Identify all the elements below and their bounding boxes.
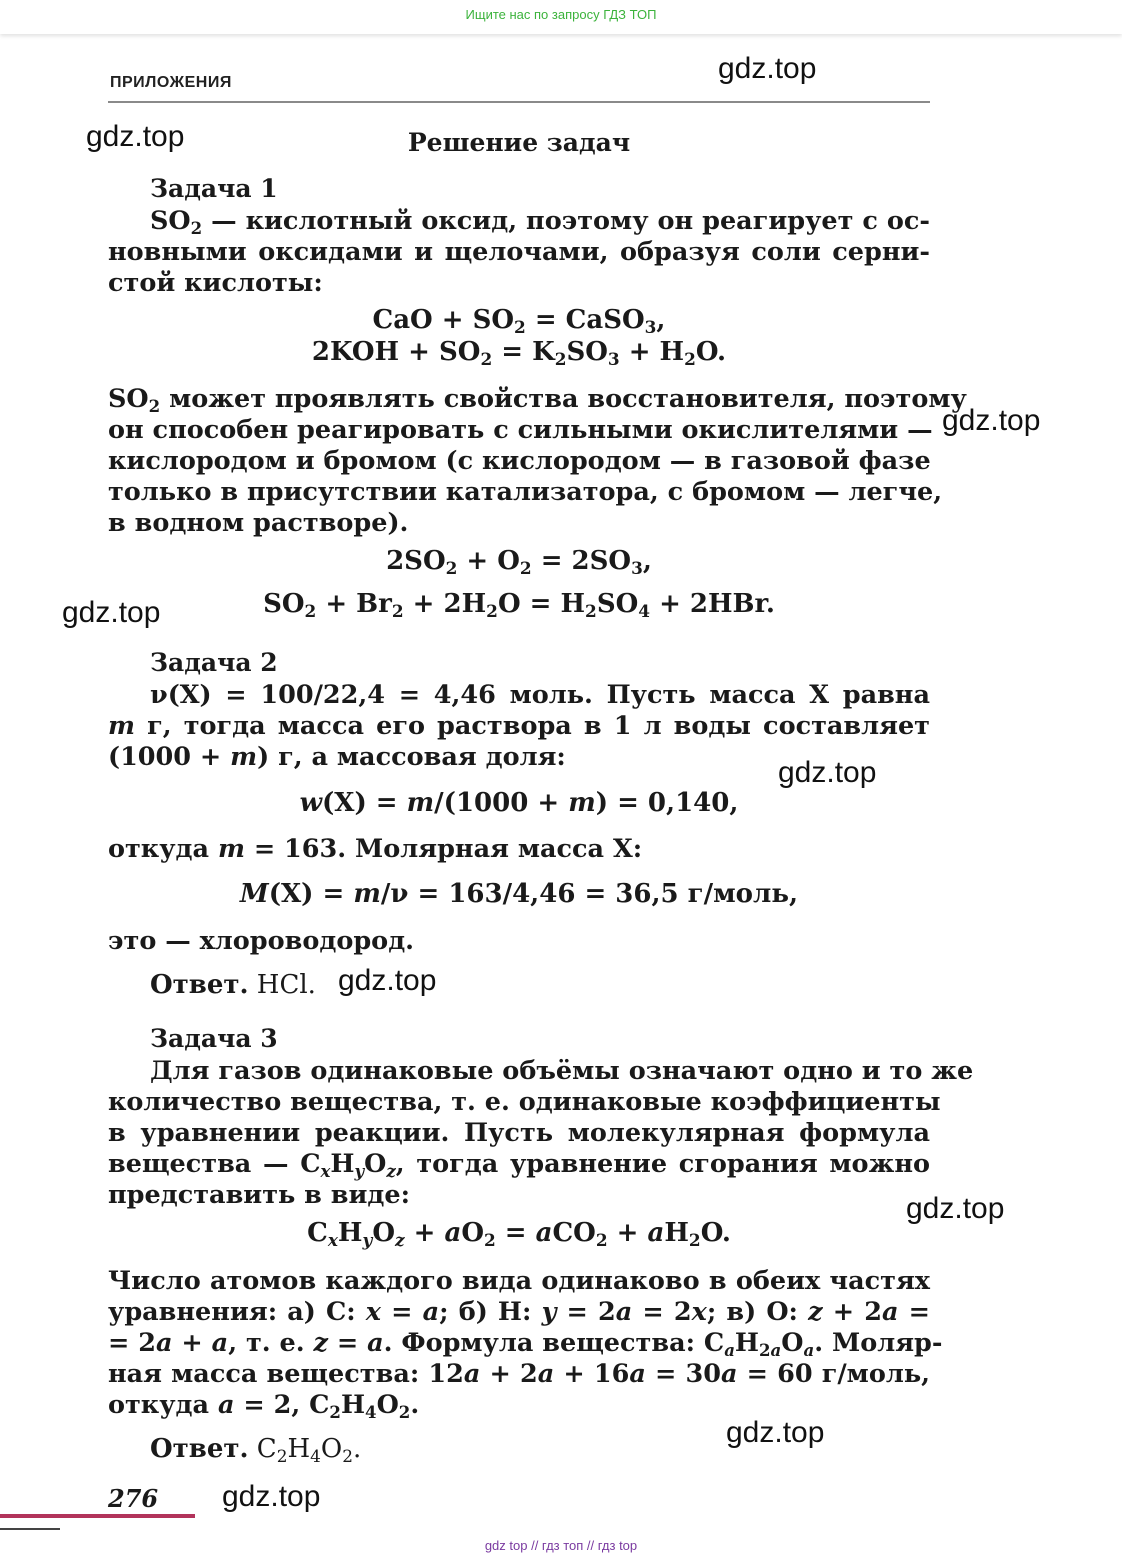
- equation: $2SO_2 + O_2 = 2SO_3$,: [386, 546, 652, 579]
- watermark: gdz.top: [906, 1192, 1005, 1225]
- task-3-answer: Ответ. $C_2H_4O_2$.: [150, 1434, 362, 1467]
- header-divider: [108, 101, 930, 103]
- task-3-paragraph-1: Для газов одинаковые объёмы означают одно и то же количество вещества, т. е. одинаковые коэффициенты в уравнении реакции. Пусть молекулярная формула вещества — $C_xH_yO_z$, тогда уравнение сгорания можно представить в виде:: [108, 1056, 974, 1210]
- task-3-heading: Задача 3: [150, 1024, 278, 1053]
- top-banner: [0, 0, 1122, 34]
- watermark: gdz.top: [338, 964, 437, 997]
- equation: M(X) = m/ν = 163/4,46 = 36,5 г/моль,: [239, 879, 799, 909]
- footer-links[interactable]: gdz top // гдз топ // гдз top: [484, 1538, 638, 1553]
- task-3-paragraph-2: Число атомов каждого вида одинаково в обеих частях уравнения: а) C: x = a; б) H: y = 2a = 2x; в) O: z + 2a = = 2a + a, т. е. z = a. Формула вещества: $C_aH_{2a}O_a$. Моляр- ная масса вещества: 12a + 2a + 16a = 30a = 60 г/моль, откуда a = 2, $C_2H_4O_2$.: [108, 1266, 943, 1422]
- task-1-paragraph-1: $SO_2$ — кислотный оксид, поэтому он реагирует с ос- новными оксидами и щелочами, образуя соли серни- стой кислоты:: [108, 206, 930, 298]
- equation: $2KOH + SO_2 = K_2SO_3 + H_2O$.: [311, 337, 727, 370]
- task-2-paragraph-1: ν(X) = 100/22,4 = 4,46 моль. Пусть масса X равна m г, тогда масса его раствора в 1 л воды составляет (1000 + m) г, а массовая доля:: [108, 680, 930, 772]
- task-2-paragraph-2: откуда m = 163. Молярная масса X:: [108, 834, 643, 864]
- equation: CaO + $SO_2$ = CaSO$_3$,: [372, 305, 666, 338]
- watermark: gdz.top: [778, 756, 877, 789]
- accent-line: [0, 1514, 195, 1518]
- equation: w(X) = m/(1000 + m) = 0,140,: [299, 788, 739, 818]
- watermark: gdz.top: [222, 1480, 321, 1513]
- equation: $C_xH_yO_z + aO_2 = aCO_2 + aH_2O$.: [307, 1218, 731, 1251]
- section-header: ПРИЛОЖЕНИЯ: [110, 74, 232, 91]
- watermark: gdz.top: [726, 1416, 825, 1449]
- watermark: gdz.top: [86, 120, 185, 153]
- page-number: 276: [108, 1484, 159, 1513]
- watermark: gdz.top: [62, 596, 161, 629]
- task-2-heading: Задача 2: [150, 648, 278, 677]
- task-2-paragraph-3: это — хлороводород.: [108, 926, 415, 956]
- task-1-paragraph-2: $SO_2$ может проявлять свойства восстановителя, поэтому он способен реагировать с сильными окислителями — кислородом и бромом (с кислородом — в газовой фазе только в присутствии катализатора, с бромом — легче, в водном растворе).: [108, 384, 967, 538]
- watermark: gdz.top: [942, 404, 1041, 437]
- page-title: Решение задач: [407, 128, 631, 157]
- divider: [0, 1528, 60, 1530]
- task-2-answer: Ответ. HCl.: [150, 970, 316, 1000]
- search-hint-link[interactable]: Ищите нас по запросу ГДЗ ТОП: [465, 7, 657, 22]
- task-1-heading: Задача 1: [150, 174, 278, 203]
- equation: $SO_2 + Br_2 + 2H_2O = H_2SO_4 + 2HBr$.: [263, 589, 775, 622]
- watermark: gdz.top: [718, 52, 817, 85]
